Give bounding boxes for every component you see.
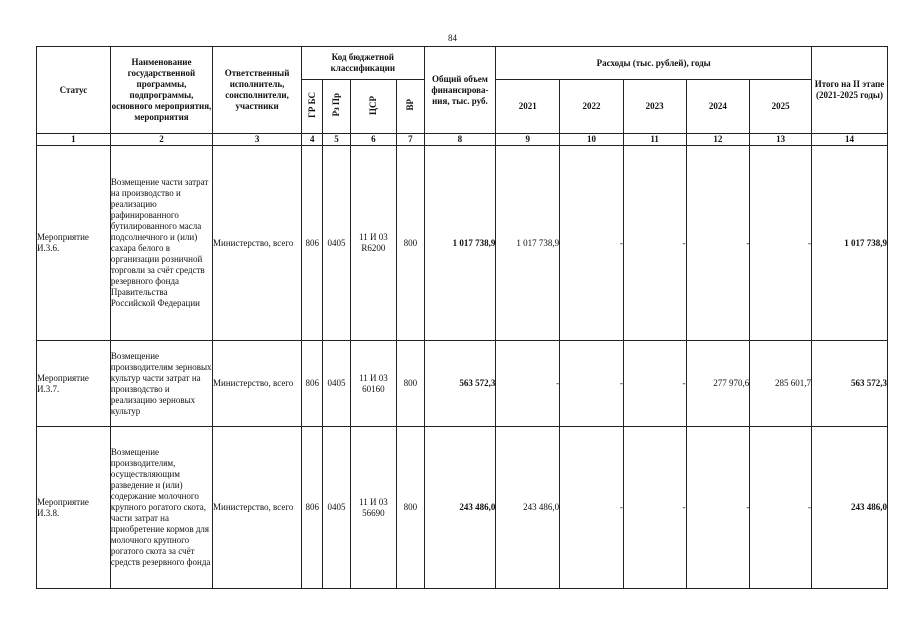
column-number: 3 [213,134,302,146]
cell-2021: 1 017 738,9 [496,146,560,341]
column-number: 6 [350,134,397,146]
header-2021: 2021 [496,80,560,134]
header-2025: 2025 [750,80,812,134]
cell-responsible: Министерство, всего [213,341,302,427]
cell-responsible: Министерство, всего [213,146,302,341]
cell-stage-total: 563 572,3 [811,341,887,427]
header-stage-total: Итого на II этапе (2021-2025 годы) [811,47,887,134]
cell-grbs: 806 [302,341,323,427]
cell-total: 563 572,3 [424,341,496,427]
cell-status: Мероприятие И.3.6. [37,146,111,341]
cell-name: Возмещение производителям зерновых культур части затрат на производство и реализацию зерновых культур [110,341,212,427]
cell-2022: - [560,341,624,427]
column-number: 11 [623,134,686,146]
cell-vr: 800 [397,146,424,341]
header-grbs [302,80,323,134]
cell-status: Мероприятие И.3.8. [37,427,111,589]
column-number-row [37,134,888,146]
header-2024: 2024 [686,80,750,134]
cell-2023: - [623,427,686,589]
header-row [37,47,888,80]
header-name: Наименование государственной программы, подпрограммы, основного мероприятия, мероприятия [110,47,212,134]
column-number: 8 [424,134,496,146]
cell-total: 243 486,0 [424,427,496,589]
cell-csr: 11 И 03 56690 [350,427,397,589]
column-number: 9 [496,134,560,146]
cell-grbs: 806 [302,146,323,341]
header-status: Статус [37,47,111,134]
column-number: 12 [686,134,750,146]
header-total-financing: Общий объем финансирова-ния, тыс. руб. [424,47,496,134]
table-row [37,146,888,341]
header-rzpr [323,80,350,134]
header-csr-label: ЦСР [367,95,378,115]
cell-2022: - [560,146,624,341]
header-expenses: Расходы (тыс. рублей), годы [496,47,812,80]
header-responsible: Ответственный исполнитель, соисполнители, участники [213,47,302,134]
cell-2024: - [686,146,750,341]
cell-stage-total: 243 486,0 [811,427,887,589]
cell-csr: 11 И 03 R6200 [350,146,397,341]
cell-2025: 285 601,7 [750,341,812,427]
cell-2025: - [750,427,812,589]
table-row [37,427,888,589]
cell-2025: - [750,146,812,341]
cell-2021: 243 486,0 [496,427,560,589]
column-number: 2 [110,134,212,146]
column-number: 14 [811,134,887,146]
header-vr [397,80,424,134]
column-number: 1 [37,134,111,146]
table-row [37,341,888,427]
header-csr [350,80,397,134]
page-number: 84 [448,33,457,43]
header-2022: 2022 [560,80,624,134]
column-number: 7 [397,134,424,146]
cell-responsible: Министерство, всего [213,427,302,589]
column-number: 4 [302,134,323,146]
header-2023: 2023 [623,80,686,134]
header-rzpr-label: Рз Пр [330,93,341,117]
header-grbs-label: ГР БС [306,92,317,118]
header-budget-code: Код бюджетной классификации [302,47,424,80]
cell-vr: 800 [397,427,424,589]
cell-stage-total: 1 017 738,9 [811,146,887,341]
cell-name: Возмещение производителям, осуществляющим разведение и (или) содержание молочного крупного рогатого скота, части затрат на приобретение кормов для молочного крупного рогатого скота за счёт средств резервного фонда [110,427,212,589]
column-number: 5 [323,134,350,146]
cell-rzpr: 0405 [323,146,350,341]
cell-2021: - [496,341,560,427]
cell-2024: - [686,427,750,589]
cell-2023: - [623,146,686,341]
cell-status: Мероприятие И.3.7. [37,341,111,427]
cell-name: Возмещение части затрат на производство и реализацию рафинированного бутилированного масла подсолнечного и (или) сахара белого в организации розничной торговли за счёт средств резервного фонда Правительства Российской Федерации [110,146,212,341]
cell-2024: 277 970,6 [686,341,750,427]
cell-rzpr: 0405 [323,341,350,427]
cell-vr: 800 [397,341,424,427]
column-number: 10 [560,134,624,146]
cell-grbs: 806 [302,427,323,589]
column-number: 13 [750,134,812,146]
cell-rzpr: 0405 [323,427,350,589]
cell-total: 1 017 738,9 [424,146,496,341]
budget-table [36,46,888,589]
cell-csr: 11 И 03 60160 [350,341,397,427]
cell-2023: - [623,341,686,427]
header-vr-label: ВР [404,99,415,111]
cell-2022: - [560,427,624,589]
